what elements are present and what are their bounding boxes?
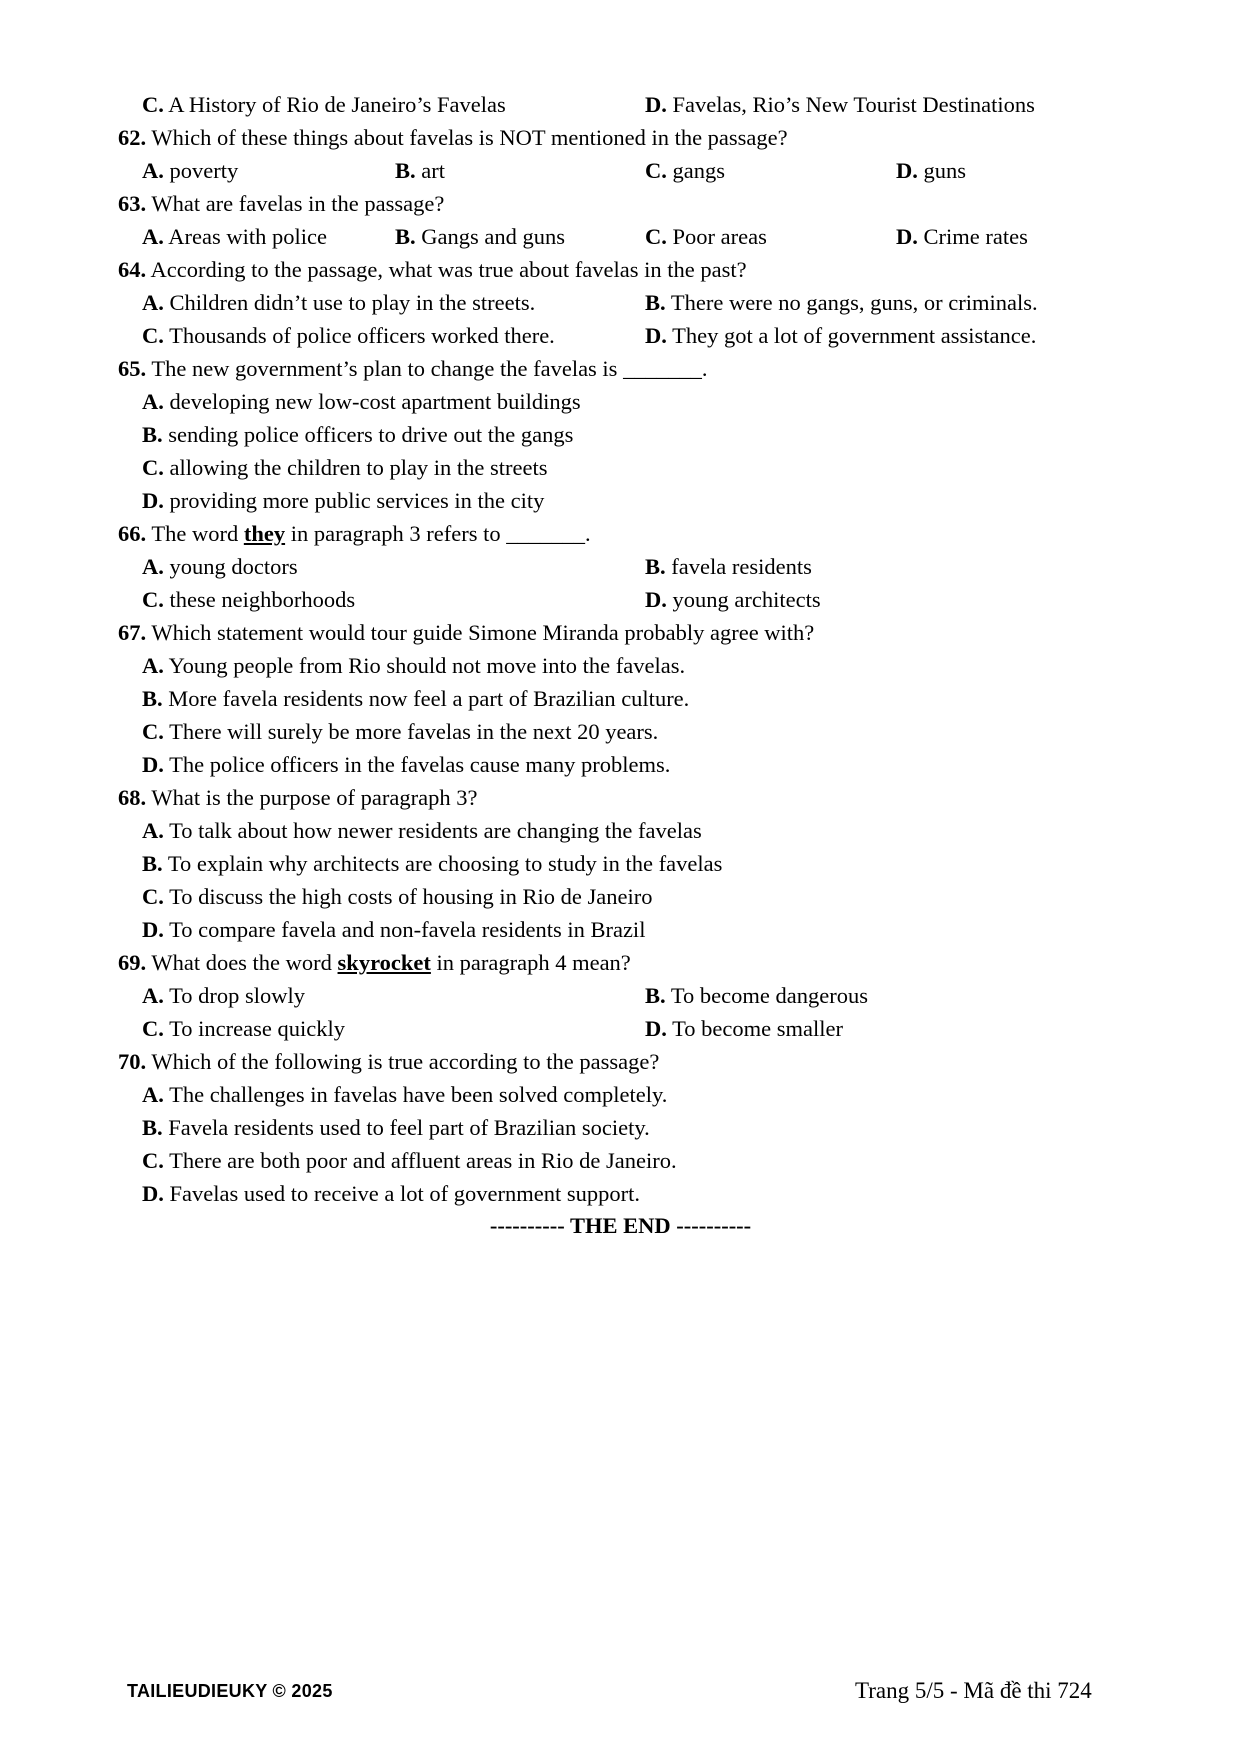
q69-option-c: C. To increase quickly	[142, 1016, 345, 1041]
q70-option-b: B. Favela residents used to feel part of Brazilian society.	[142, 1115, 650, 1140]
q65-question: 65. The new government’s plan to change the favelas is _______.	[118, 356, 708, 381]
q70-option-a: A. The challenges in favelas have been solved completely.	[142, 1082, 668, 1107]
q68-question: 68. What is the purpose of paragraph 3?	[118, 785, 478, 810]
q66-option-d: D. young architects	[645, 587, 821, 612]
q68-option-b: B. To explain why architects are choosing to study in the favelas	[142, 851, 723, 876]
q68-option-d: D. To compare favela and non-favela residents in Brazil	[142, 917, 646, 942]
q62-option-c: C. gangs	[645, 158, 725, 183]
q62-question: 62. Which of these things about favelas is NOT mentioned in the passage?	[118, 125, 788, 150]
q70-option-c: C. There are both poor and affluent areas in Rio de Janeiro.	[142, 1148, 677, 1173]
q69-option-a: A. To drop slowly	[142, 983, 306, 1008]
q70-question: 70. Which of the following is true according to the passage?	[118, 1049, 660, 1074]
q64-option-d: D. They got a lot of government assistance.	[645, 323, 1037, 348]
q68-option-c: C. To discuss the high costs of housing in Rio de Janeiro	[142, 884, 653, 909]
q61-option-d: D. Favelas, Rio’s New Tourist Destinations	[645, 92, 1035, 117]
the-end-marker: ---------- THE END ----------	[489, 1213, 752, 1238]
footer-copyright: TAILIEUDIEUKY © 2025	[127, 1681, 333, 1701]
q65-option-c: C. allowing the children to play in the streets	[142, 455, 548, 480]
q66-keyword: they	[243, 521, 286, 546]
q66-option-c: C. these neighborhoods	[142, 587, 356, 612]
q66-option-b: B. favela residents	[645, 554, 812, 579]
q68-option-a: A. To talk about how newer residents are changing the favelas	[142, 818, 702, 843]
q65-option-d: D. providing more public services in the city	[142, 488, 545, 513]
q67-question: 67. Which statement would tour guide Simone Miranda probably agree with?	[118, 620, 815, 645]
q63-option-d: D. Crime rates	[896, 224, 1028, 249]
q66-option-a: A. young doctors	[142, 554, 298, 579]
q67-option-c: C. There will surely be more favelas in the next 20 years.	[142, 719, 659, 744]
q63-option-b: B. Gangs and guns	[395, 224, 565, 249]
q64-option-c: C. Thousands of police officers worked there.	[142, 323, 555, 348]
q62-option-a: A. poverty	[142, 158, 239, 183]
q67-option-d: D. The police officers in the favelas cause many problems.	[142, 752, 671, 777]
q63-option-c: C. Poor areas	[645, 224, 767, 249]
footer-page-info: Trang 5/5 - Mã đề thi 724	[855, 1678, 1092, 1703]
q70-option-d: D. Favelas used to receive a lot of government support.	[142, 1181, 640, 1206]
q69-question: 69. What does the word skyrocket in paragraph 4 mean?	[118, 950, 631, 975]
q61-option-c: C. A History of Rio de Janeiro’s Favelas	[142, 92, 506, 117]
q66-question: 66. The word they in paragraph 3 refers to _______.	[118, 521, 591, 546]
q62-option-d: D. guns	[896, 158, 967, 183]
q63-question: 63. What are favelas in the passage?	[118, 191, 445, 216]
q64-option-a: A. Children didn’t use to play in the streets.	[142, 290, 536, 315]
q69-keyword: skyrocket	[337, 950, 431, 975]
q62-option-b: B. art	[395, 158, 445, 183]
q67-option-b: B. More favela residents now feel a part of Brazilian culture.	[142, 686, 690, 711]
q63-option-a: A. Areas with police	[142, 224, 327, 249]
q67-option-a: A. Young people from Rio should not move into the favelas.	[142, 653, 686, 678]
q69-option-b: B. To become dangerous	[645, 983, 868, 1008]
q65-option-a: A. developing new low-cost apartment buildings	[142, 389, 581, 414]
q64-option-b: B. There were no gangs, guns, or criminals.	[645, 290, 1038, 315]
q69-option-d: D. To become smaller	[645, 1016, 843, 1041]
q65-option-b: B. sending police officers to drive out the gangs	[142, 422, 574, 447]
q64-question: 64. According to the passage, what was true about favelas in the past?	[118, 257, 747, 282]
